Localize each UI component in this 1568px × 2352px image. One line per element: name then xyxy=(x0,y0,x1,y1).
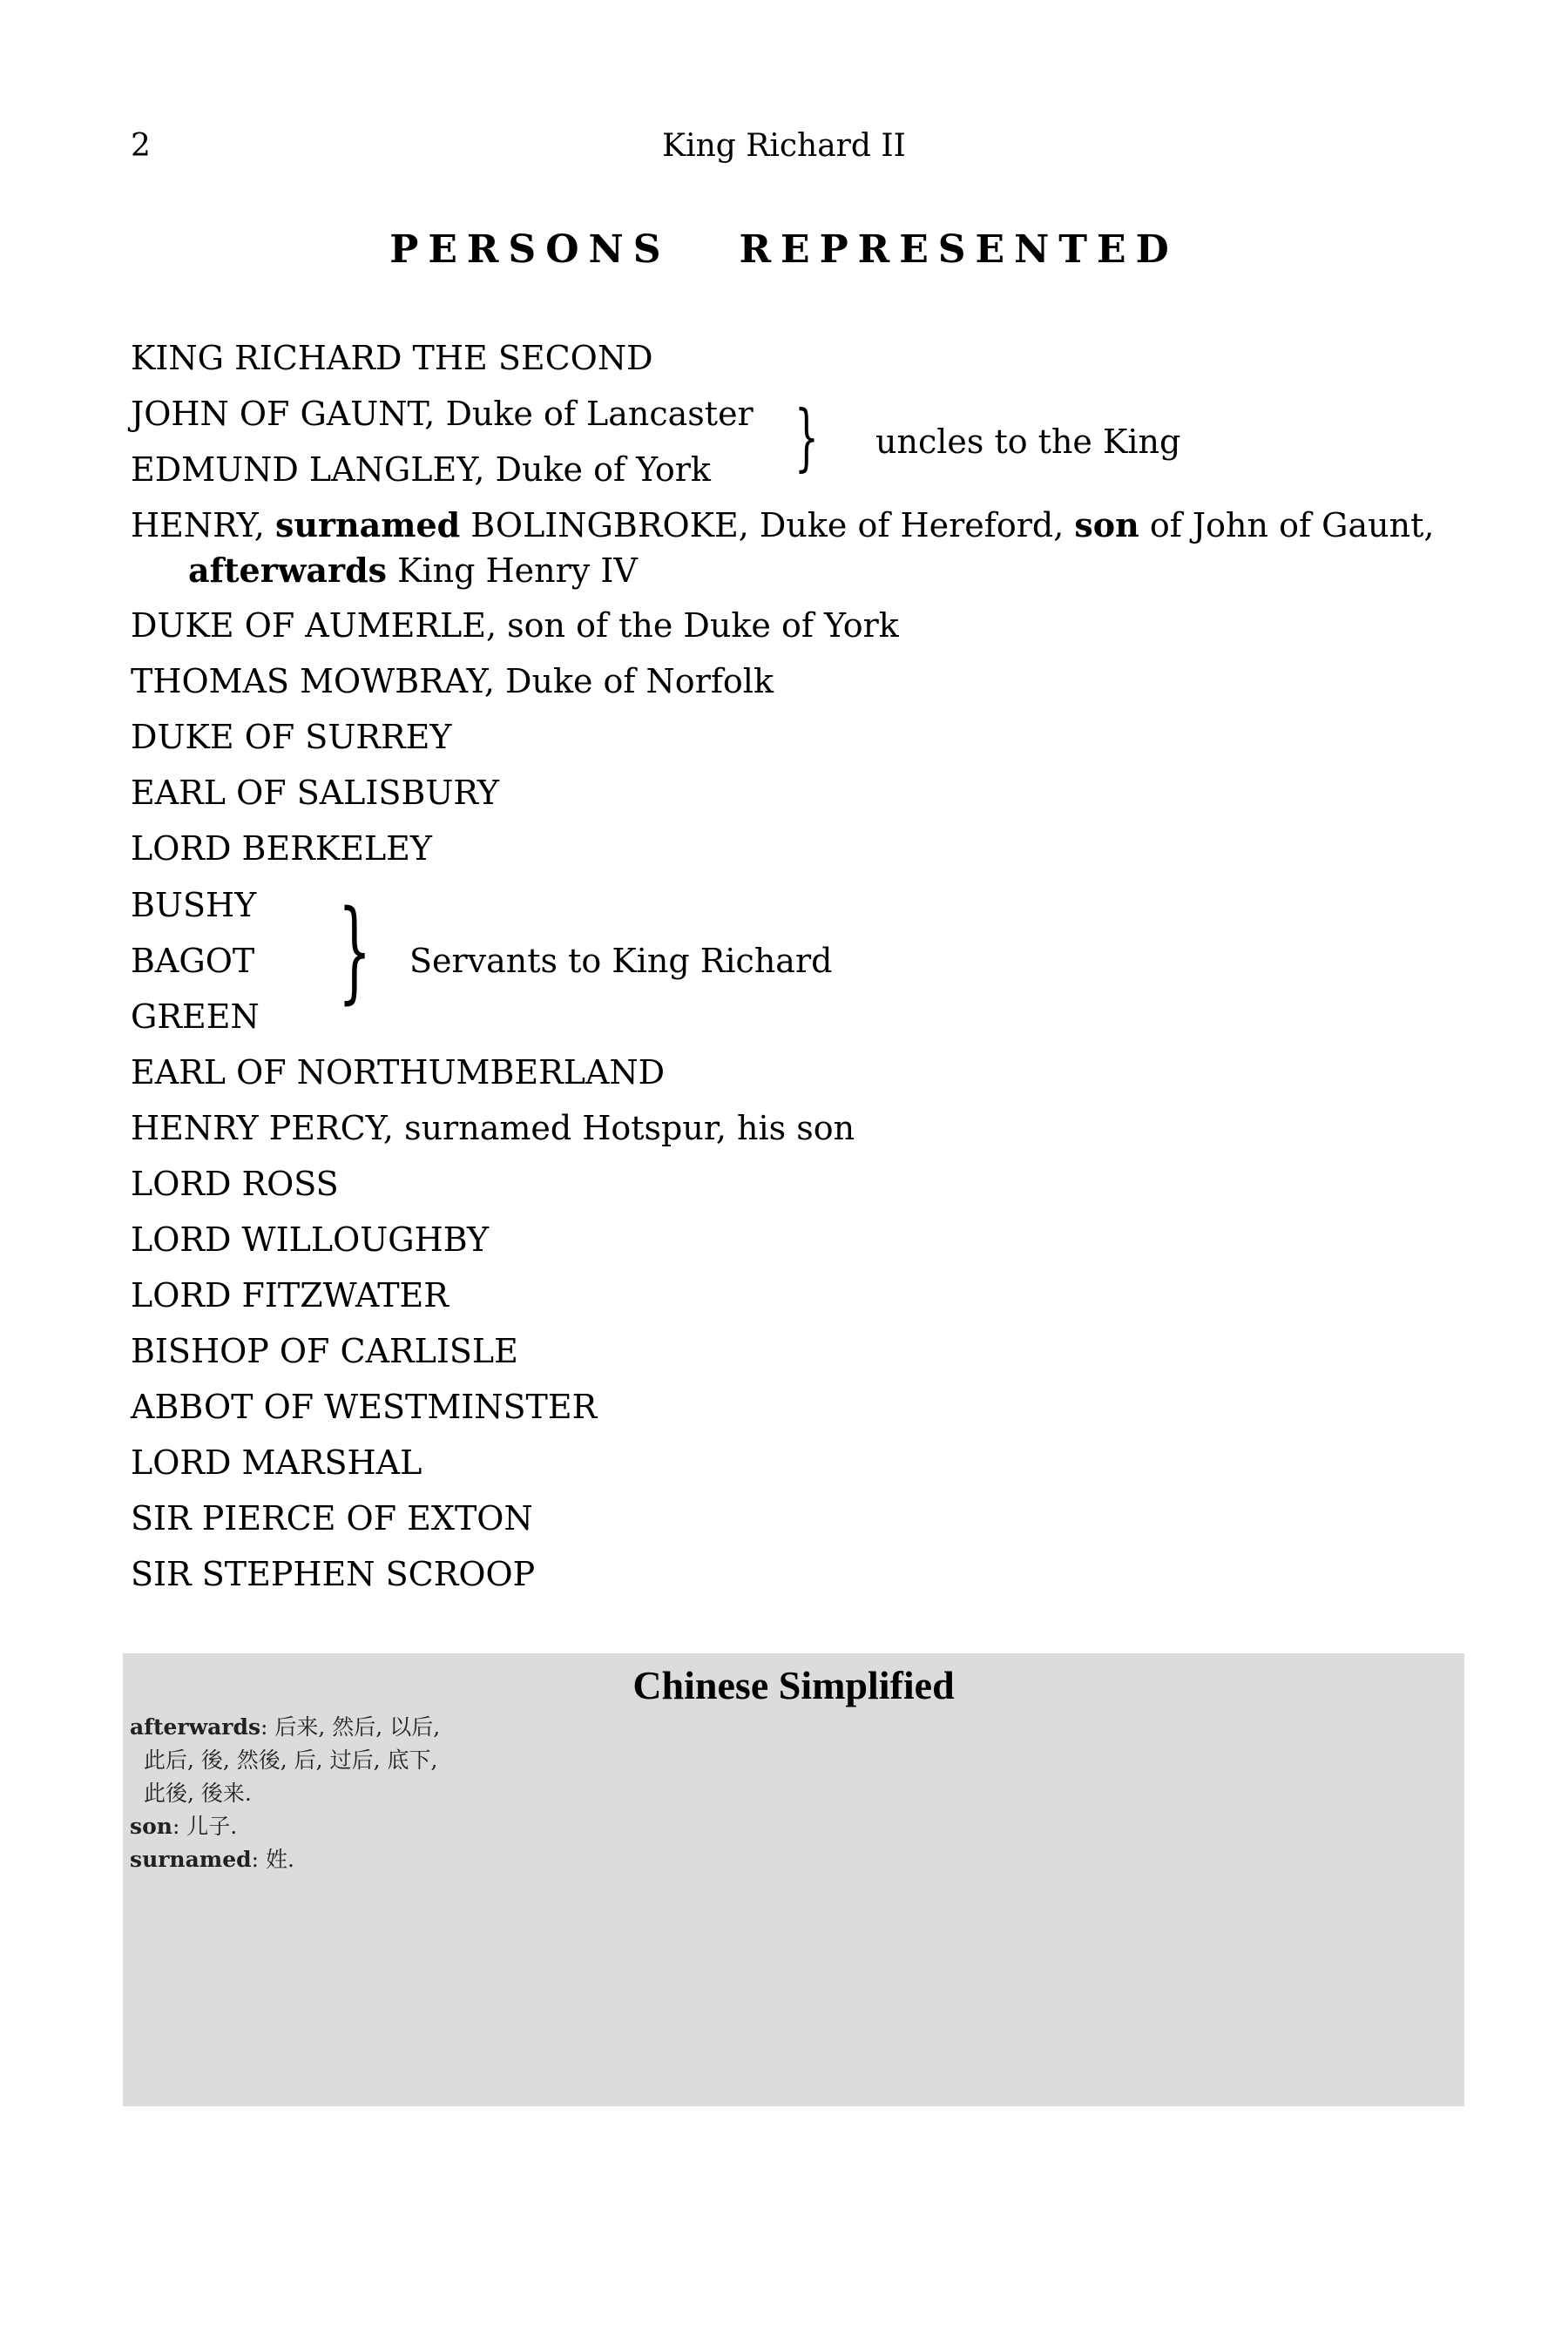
person-marshal: LORD MARSHAL xyxy=(131,1443,422,1482)
henry-word: John xyxy=(1192,506,1268,544)
glossary-entry-afterwards-cont: 此后, 後, 然後, 后, 过后, 底下, xyxy=(144,1747,438,1773)
running-title: King Richard II xyxy=(662,128,906,164)
person-berkeley: LORD BERKELEY xyxy=(131,829,433,868)
person-langley: EDMUND LANGLEY, Duke of York xyxy=(131,450,711,489)
person-scroop: SIR STEPHEN SCROOP xyxy=(131,1555,536,1593)
glossary-term: surnamed xyxy=(130,1847,252,1872)
person-percy: HENRY PERCY, surnamed Hotspur, his son xyxy=(131,1109,855,1147)
page-number: 2 xyxy=(131,128,151,164)
person-king-richard: KING RICHARD THE SECOND xyxy=(131,339,653,377)
glossary-entry-surnamed xyxy=(130,1848,294,1870)
henry-cont-text: King Henry IV xyxy=(387,551,638,590)
henry-word: HENRY, xyxy=(131,506,265,544)
uncles-brace: } xyxy=(794,395,819,481)
henry-word: Gaunt, xyxy=(1321,506,1435,544)
person-bushy: BUSHY xyxy=(131,886,257,924)
glossary-term: afterwards xyxy=(130,1714,261,1740)
person-carlisle: BISHOP OF CARLISLE xyxy=(131,1332,518,1370)
person-gaunt: JOHN OF GAUNT, Duke of Lancaster xyxy=(131,395,754,433)
henry-word: of xyxy=(1279,506,1312,544)
servants-note: Servants to King Richard xyxy=(409,942,833,980)
henry-word: Hereford, xyxy=(900,506,1064,544)
glossary-entry-son xyxy=(130,1815,237,1837)
henry-word: of xyxy=(1149,506,1182,544)
person-surrey: DUKE OF SURREY xyxy=(131,718,452,756)
section-title: PERSONS REPRESENTED xyxy=(389,227,1179,272)
person-bagot: BAGOT xyxy=(131,942,255,980)
henry-word-afterwards: afterwards xyxy=(188,551,388,590)
person-mowbray: THOMAS MOWBRAY, Duke of Norfolk xyxy=(131,662,774,700)
person-aumerle: DUKE OF AUMERLE, son of the Duke of York xyxy=(131,606,899,645)
glossary-entry-afterwards xyxy=(130,1716,440,1738)
henry-word: of xyxy=(857,506,890,544)
person-henry xyxy=(131,505,1435,544)
henry-word-son: son xyxy=(1074,505,1139,544)
uncles-note: uncles to the King xyxy=(875,422,1181,461)
glossary-definition: : 姓. xyxy=(251,1847,294,1872)
glossary-term: son xyxy=(130,1814,172,1839)
glossary-definition: : 后来, 然后, 以后, xyxy=(260,1714,441,1740)
person-exton: SIR PIERCE OF EXTON xyxy=(131,1499,533,1538)
glossary-title: Chinese Simplified xyxy=(632,1663,955,1707)
glossary-entry-afterwards-cont: 此後, 後来. xyxy=(144,1781,252,1806)
person-northumberland: EARL OF NORTHUMBERLAND xyxy=(131,1053,666,1092)
glossary-box xyxy=(123,1653,1464,2106)
person-salisbury: EARL OF SALISBURY xyxy=(131,774,499,812)
henry-word: Duke xyxy=(759,506,848,544)
person-green: GREEN xyxy=(131,997,260,1036)
person-westminster: ABBOT OF WESTMINSTER xyxy=(131,1388,598,1426)
henry-word: BOLINGBROKE, xyxy=(470,506,749,544)
henry-word-surnamed: surnamed xyxy=(274,505,461,544)
person-fitzwater: LORD FITZWATER xyxy=(131,1276,449,1315)
person-henry-continuation xyxy=(188,551,638,590)
servants-brace: } xyxy=(338,888,372,1017)
person-ross: LORD ROSS xyxy=(131,1165,339,1203)
person-willoughby: LORD WILLOUGHBY xyxy=(131,1220,490,1259)
glossary-definition: : 儿子. xyxy=(172,1814,238,1839)
